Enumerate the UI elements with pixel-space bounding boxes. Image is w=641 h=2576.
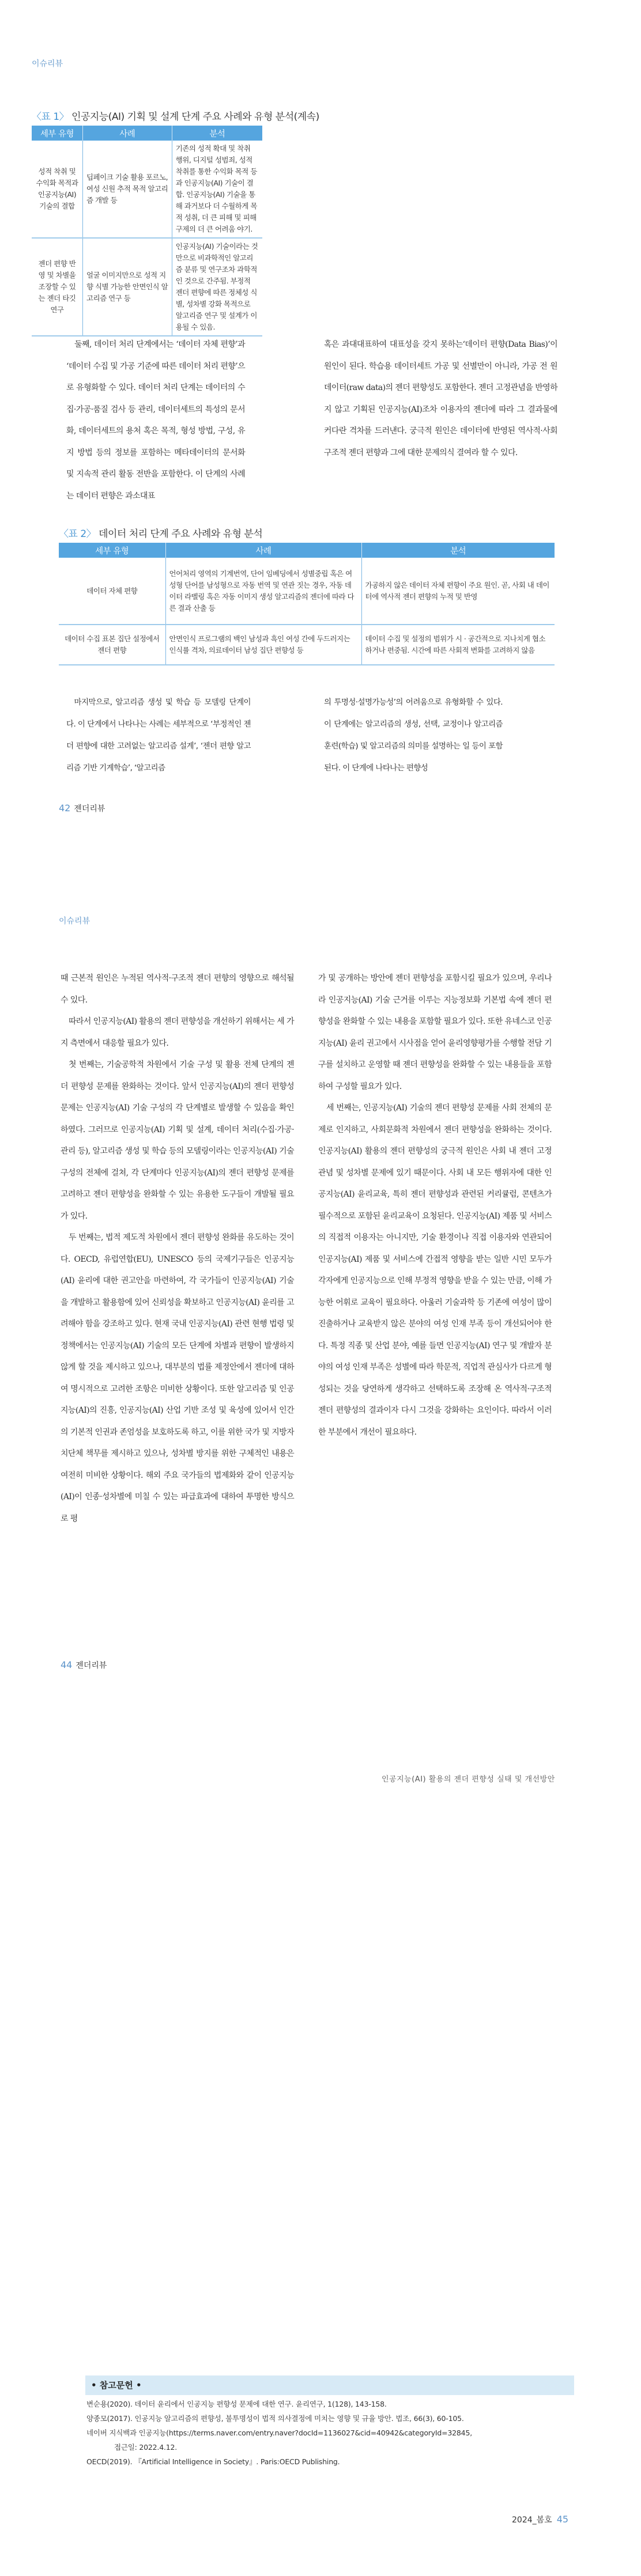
references-heading-bar xyxy=(286,2375,574,2395)
cell-case: 안면인식 프로그램의 백인 남성과 흑인 여성 간에 두드러지는 인식률 격차, 의료데이터 남성 집단 편향성 등 xyxy=(165,625,361,665)
table-row xyxy=(32,141,262,238)
column-header: 분석 xyxy=(172,126,262,141)
cell-case: 언어처리 영역의 기계번역, 단어 임베딩에서 성별중립 혹은 여성형 단어를 남성형으로 자동 번역 및 연관 짓는 경우, 자동 데이터 라벨링 혹은 자동 이미지 생성 알고리즘의 젠더에 따라 다른 결과 산출 등 xyxy=(165,558,361,625)
table-2 xyxy=(59,543,555,665)
table-row xyxy=(32,238,262,336)
table-1-caption xyxy=(32,108,319,123)
column-header: 사례 xyxy=(165,543,361,558)
body-column-left xyxy=(61,968,294,1530)
column-header: 세부 유형 xyxy=(32,126,82,141)
column-header: 사례 xyxy=(82,126,172,141)
section-label: 이슈리뷰 xyxy=(59,917,91,926)
table-header-row xyxy=(32,126,262,141)
cell-analysis: 데이터 수집 및 설정의 범위가 시 · 공간적으로 지나치게 협소하거나 편중됨. 시간에 따른 사회적 변화를 고려하지 않음 xyxy=(361,625,555,665)
cell-type: 젠더 편향 반영 및 차별을 조장할 수 있는 젠더 타깃 연구 xyxy=(32,238,82,336)
reference-item-continuation: 접근일: 2022.4.12. xyxy=(114,2443,178,2452)
publication-title: 젠더리뷰 xyxy=(74,804,105,814)
table-2-number: 〈표 2〉 xyxy=(59,528,96,540)
body-column-right xyxy=(318,968,552,1443)
references-list xyxy=(86,2397,576,2469)
paragraph: 마지막으로, 알고리즘 생성 및 학습 등 모델링 단계이다. 이 단계에서 나타나는 사례는 세부적으로 ‘부정적인 젠더 편향에 대한 고려없는 알고리즘 설계’, ‘젠더 편향 알고리즘 기반 기계학습’, ‘알고리즘 xyxy=(66,698,251,773)
table-row xyxy=(59,558,555,625)
cell-type: 성적 착취 및 수익화 목적과 인공지능(AI) 기술의 결합 xyxy=(32,141,82,238)
page-footer xyxy=(512,2514,568,2525)
table-header-row xyxy=(59,543,555,558)
paragraph: 둘째, 데이터 처리 단계에서는 ‘데이터 자체 편향’과 ‘데이터 수집 및 가공 기준에 따른 데이터 처리 편향’으로 유형화할 수 있다. 데이터 처리 단계는 데이터의 수집·가공·품질 검사 등 관리, 데이터세트의 특성의 문서화, 데이터세트의 용처 혹은 목적, 형성 방법, 구성, 유지 방법 등의 정보를 포함하는 메타데이터의 문서화 및 지속적 관리 활동 전반을 포함한다. 이 단계의 사례는 데이터 편향은 과소대표 xyxy=(66,340,245,501)
reference-item: OECD(2019). 『Artificial Intelligence in Society』. Paris:OECD Publishing. xyxy=(86,2457,340,2466)
running-title: 인공지능(AI) 활용의 젠더 편향성 실태 및 개선방안 xyxy=(382,1775,555,1784)
cell-case: 얼굴 이미지만으로 성적 지향 식별 가능한 안면인식 알고리즘 연구 등 xyxy=(82,238,172,336)
page-number: 45 xyxy=(556,2514,569,2525)
cell-type: 데이터 자체 편향 xyxy=(59,558,165,625)
paragraph: 의 투명성·설명가능성’의 어려움으로 유형화할 수 있다. 이 단계에는 알고리즘의 생성, 선택, 교정이나 알고리즘 훈련(학습) 및 알고리즘의 의미를 설명하는 일 등이 포함된다. 이 단계에 나타나는 편향성 xyxy=(324,698,503,773)
paragraph: 첫 번째는, 기술공학적 차원에서 기술 구성 및 활용 전체 단계의 젠더 편향성 문제를 완화하는 것이다. 앞서 인공지능(AI)의 젠더 편향성 문제는 인공지능(AI) 기술 구성의 각 단계별로 발생할 수 있음을 확인하였다. 그러므로 인공지능(AI) 기획 및 설계, 데이터 처리(수집·가공·관리 등), 알고리즘 생성 및 학습 등의 모델링이라는 인공지능(AI) 기술 구성의 전체에 걸쳐, 각 단계마다 인공지능(AI)의 젠더 편향성 문제를 고려하고 젠더 편향성을 완화할 수 있는 유용한 도구들이 개발될 필요가 있다. xyxy=(61,1060,294,1221)
table-1-number: 〈표 1〉 xyxy=(32,111,69,123)
paragraph: 혹은 과대대표하여 대표성을 갖지 못하는‘데이터 편향(Data Bias)’이 원인이 된다. 학습용 데이터세트 가공 및 선별만이 아니라, 가공 전 원 데이터(raw data)의 젠더 편향성도 포함한다. 젠더 고정관념을 반영하지 않고 기획된 인공지능(AI)조차 이용자의 젠더에 따라 그 결과물에 커다란 격차를 드러낸다. 궁극적 원인은 데이터에 반영된 역사적·사회구조적 젠더 편향과 그에 대한 문제의식 결여라 할 수 있다. xyxy=(324,340,557,457)
table-row xyxy=(59,625,555,665)
section-label: 이슈리뷰 xyxy=(32,59,63,69)
page-number: 44 xyxy=(61,1659,73,1670)
page-number: 42 xyxy=(59,803,71,814)
paragraph: 두 번째는, 법적 제도적 차원에서 젠더 편향성 완화를 유도하는 것이다. OECD, 유럽연합(EU), UNESCO 등의 국제기구들은 인공지능(AI) 윤리에 대한 권고안을 마련하여, 각 국가들이 인공지능(AI) 기술을 개발하고 활용함에 있어 신뢰성을 확보하고 인공지능(AI) 윤리를 고려해야 함을 강조하고 있다. 현재 국내 인공지능(AI) 관련 현행 법령 및 정책에서는 인공지능(AI) 기술의 모든 단계에 차별과 편향이 발생하지 않게 할 것을 제시하고 있으나, 대부분의 법률 제정안에서 젠더에 대하여 명시적으로 고려한 조항은 미비한 상황이다. 또한 알고리즘 및 인공지능(AI)의 진흥, 인공지능(AI) 산업 기반 조성 및 육성에 있어서 인간의 기본적 인권과 존엄성을 보호하도록 하고, 이를 위한 국가 및 지방자치단체 책무를 제시하고 있으나, 성차별 방지를 위한 구체적인 내용은 여전히 미비한 상황이다. 해외 주요 국가들의 법제화와 같이 인공지능(AI)이 인종·성차별에 미칠 수 있는 파급효과에 대하여 투명한 방식으로 평 xyxy=(61,1233,294,1523)
paragraph: 따라서 인공지능(AI) 활용의 젠더 편향성을 개선하기 위해서는 세 가지 측면에서 대응할 필요가 있다. xyxy=(61,1017,294,1048)
body-column-left xyxy=(66,691,251,779)
table-2-title: 데이터 처리 단계 주요 사례와 유형 분석 xyxy=(99,528,263,540)
column-header: 세부 유형 xyxy=(59,543,165,558)
reference-item: 변순용(2020). 데이터 윤리에서 인공지능 편향성 문제에 대한 연구. 윤리연구, 1(128), 143-158. xyxy=(86,2400,387,2408)
body-column-right xyxy=(324,334,557,464)
body-column-right xyxy=(324,691,503,779)
publication-title: 젠더리뷰 xyxy=(76,1661,107,1670)
paragraph: 때 근본적 원인은 누적된 역사적·구조적 젠더 편향의 영향으로 해석될 수 있다. xyxy=(61,974,294,1005)
references-heading: • 참고문헌 • xyxy=(85,2375,286,2395)
paragraph: 세 번째는, 인공지능(AI) 기술의 젠더 편향성 문제를 사회 전체의 문제로 인지하고, 사회문화적 차원에서 젠더 편향성을 완화하는 것이다. 인공지능(AI) 활용의 젠더 편향성의 궁극적 원인은 사회 내 젠더 고정관념 및 성차별 문제에 있기 때문이다. 사회 내 모든 행위자에 대한 인공지능(AI) 윤리교육, 특히 젠더 편향성과 관련된 커리큘럼, 콘텐츠가 필수적으로 포함된 윤리교육이 요청된다. 인공지능(AI) 제품 및 서비스의 직접적 이용자는 아니지만, 기술 환경이나 직접 이용자와 연관되어 인공지능(AI) 제품 및 서비스에 간접적 영향을 받는 일반 시민 모두가 각자에게 인공지능으로 인해 부정적 영향을 받을 수 있는 만큼, 이해 가능한 어휘로 교육이 필요하다. 아울러 기술과학 등 기존에 여성이 많이 진출하거나 교육받지 않은 분야의 여성 인재 부족 등이 개선되어야 한다. 특정 직종 및 산업 분야, 예를 들면 인공지능(AI) 연구 및 개발자 분야의 여성 인재 부족은 성별에 따라 학문적, 직업적 관심사가 다르게 형성되는 것을 당연하게 생각하고 선택하도록 조장해 온 역사적·구조적 젠더 편향성의 결과이자 다시 그것을 강화하는 요인이다. 따라서 이러한 부분에서 개선이 필요하다. xyxy=(318,1103,552,1437)
column-header: 분석 xyxy=(361,543,555,558)
cell-analysis: 인공지능(AI) 기술이라는 것만으로 비과학적인 알고리즘 분류 및 연구조차 과학적인 것으로 간주됨. 부정적 젠더 편향에 따른 정체성 식별, 성차별 강화 목적으로 알고리즘 연구 및 설계가 이용될 수 있음. xyxy=(172,238,262,336)
reference-item: 네이버 지식백과 인공지능(https://terms.naver.com/entry.naver?docId=1136027&cid=40942&categoryId=32845, xyxy=(86,2429,472,2437)
table-1-title: 인공지능(AI) 기획 및 설계 단계 주요 사례와 유형 분석(계속) xyxy=(71,111,319,123)
cell-case: 딥페이크 기술 활용 포르노, 여성 신원 추적 목적 알고리즘 개발 등 xyxy=(82,141,172,238)
table-1 xyxy=(32,126,262,336)
references-box xyxy=(85,2375,286,2395)
reference-item: 양종모(2017). 인공지능 알고리즘의 편향성, 불투명성이 법적 의사결정에 미치는 영향 및 규율 방안. 법조, 66(3), 60-105. xyxy=(86,2414,464,2423)
cell-analysis: 기존의 성적 확대 및 착취 행위, 디지털 성범죄, 성적 착취를 통한 수익화 목적 등과 인공지능(AI) 기술이 결합. 인공지능(AI) 기술을 통해 과거보다 더 수월하게 목적 성취, 더 큰 피해 및 피해 구제의 더 큰 어려움 야기. xyxy=(172,141,262,238)
cell-analysis: 가공하지 않은 데이터 자체 편향이 주요 원인. 곧, 사회 내 데이터에 역사적 젠더 편향의 누적 및 반영 xyxy=(361,558,555,625)
body-column-left xyxy=(66,334,245,507)
cell-type: 데이터 수집 표본 집단 설정에서 젠더 편향 xyxy=(59,625,165,665)
table-2-caption xyxy=(59,525,262,540)
page-footer xyxy=(61,1659,107,1671)
page-footer xyxy=(59,803,105,814)
publication-issue: 2024_봄호 xyxy=(512,2516,552,2525)
paragraph: 가 및 공개하는 방안에 젠더 편향성을 포함시킬 필요가 있으며, 우리나라 인공지능(AI) 기술 근거를 이루는 지능정보화 기본법 속에 젠더 편향성을 완화할 수 있는 내용을 포함할 필요가 있다. 또한 유네스코 인공지능(AI) 윤리 권고에서 시사점을 얻어 윤리영향평가를 수행할 전담 기구를 설치하고 운영할 때 젠더 편향성을 완화할 수 있는 내용들을 포함하여 구성할 필요가 있다. xyxy=(318,974,552,1091)
